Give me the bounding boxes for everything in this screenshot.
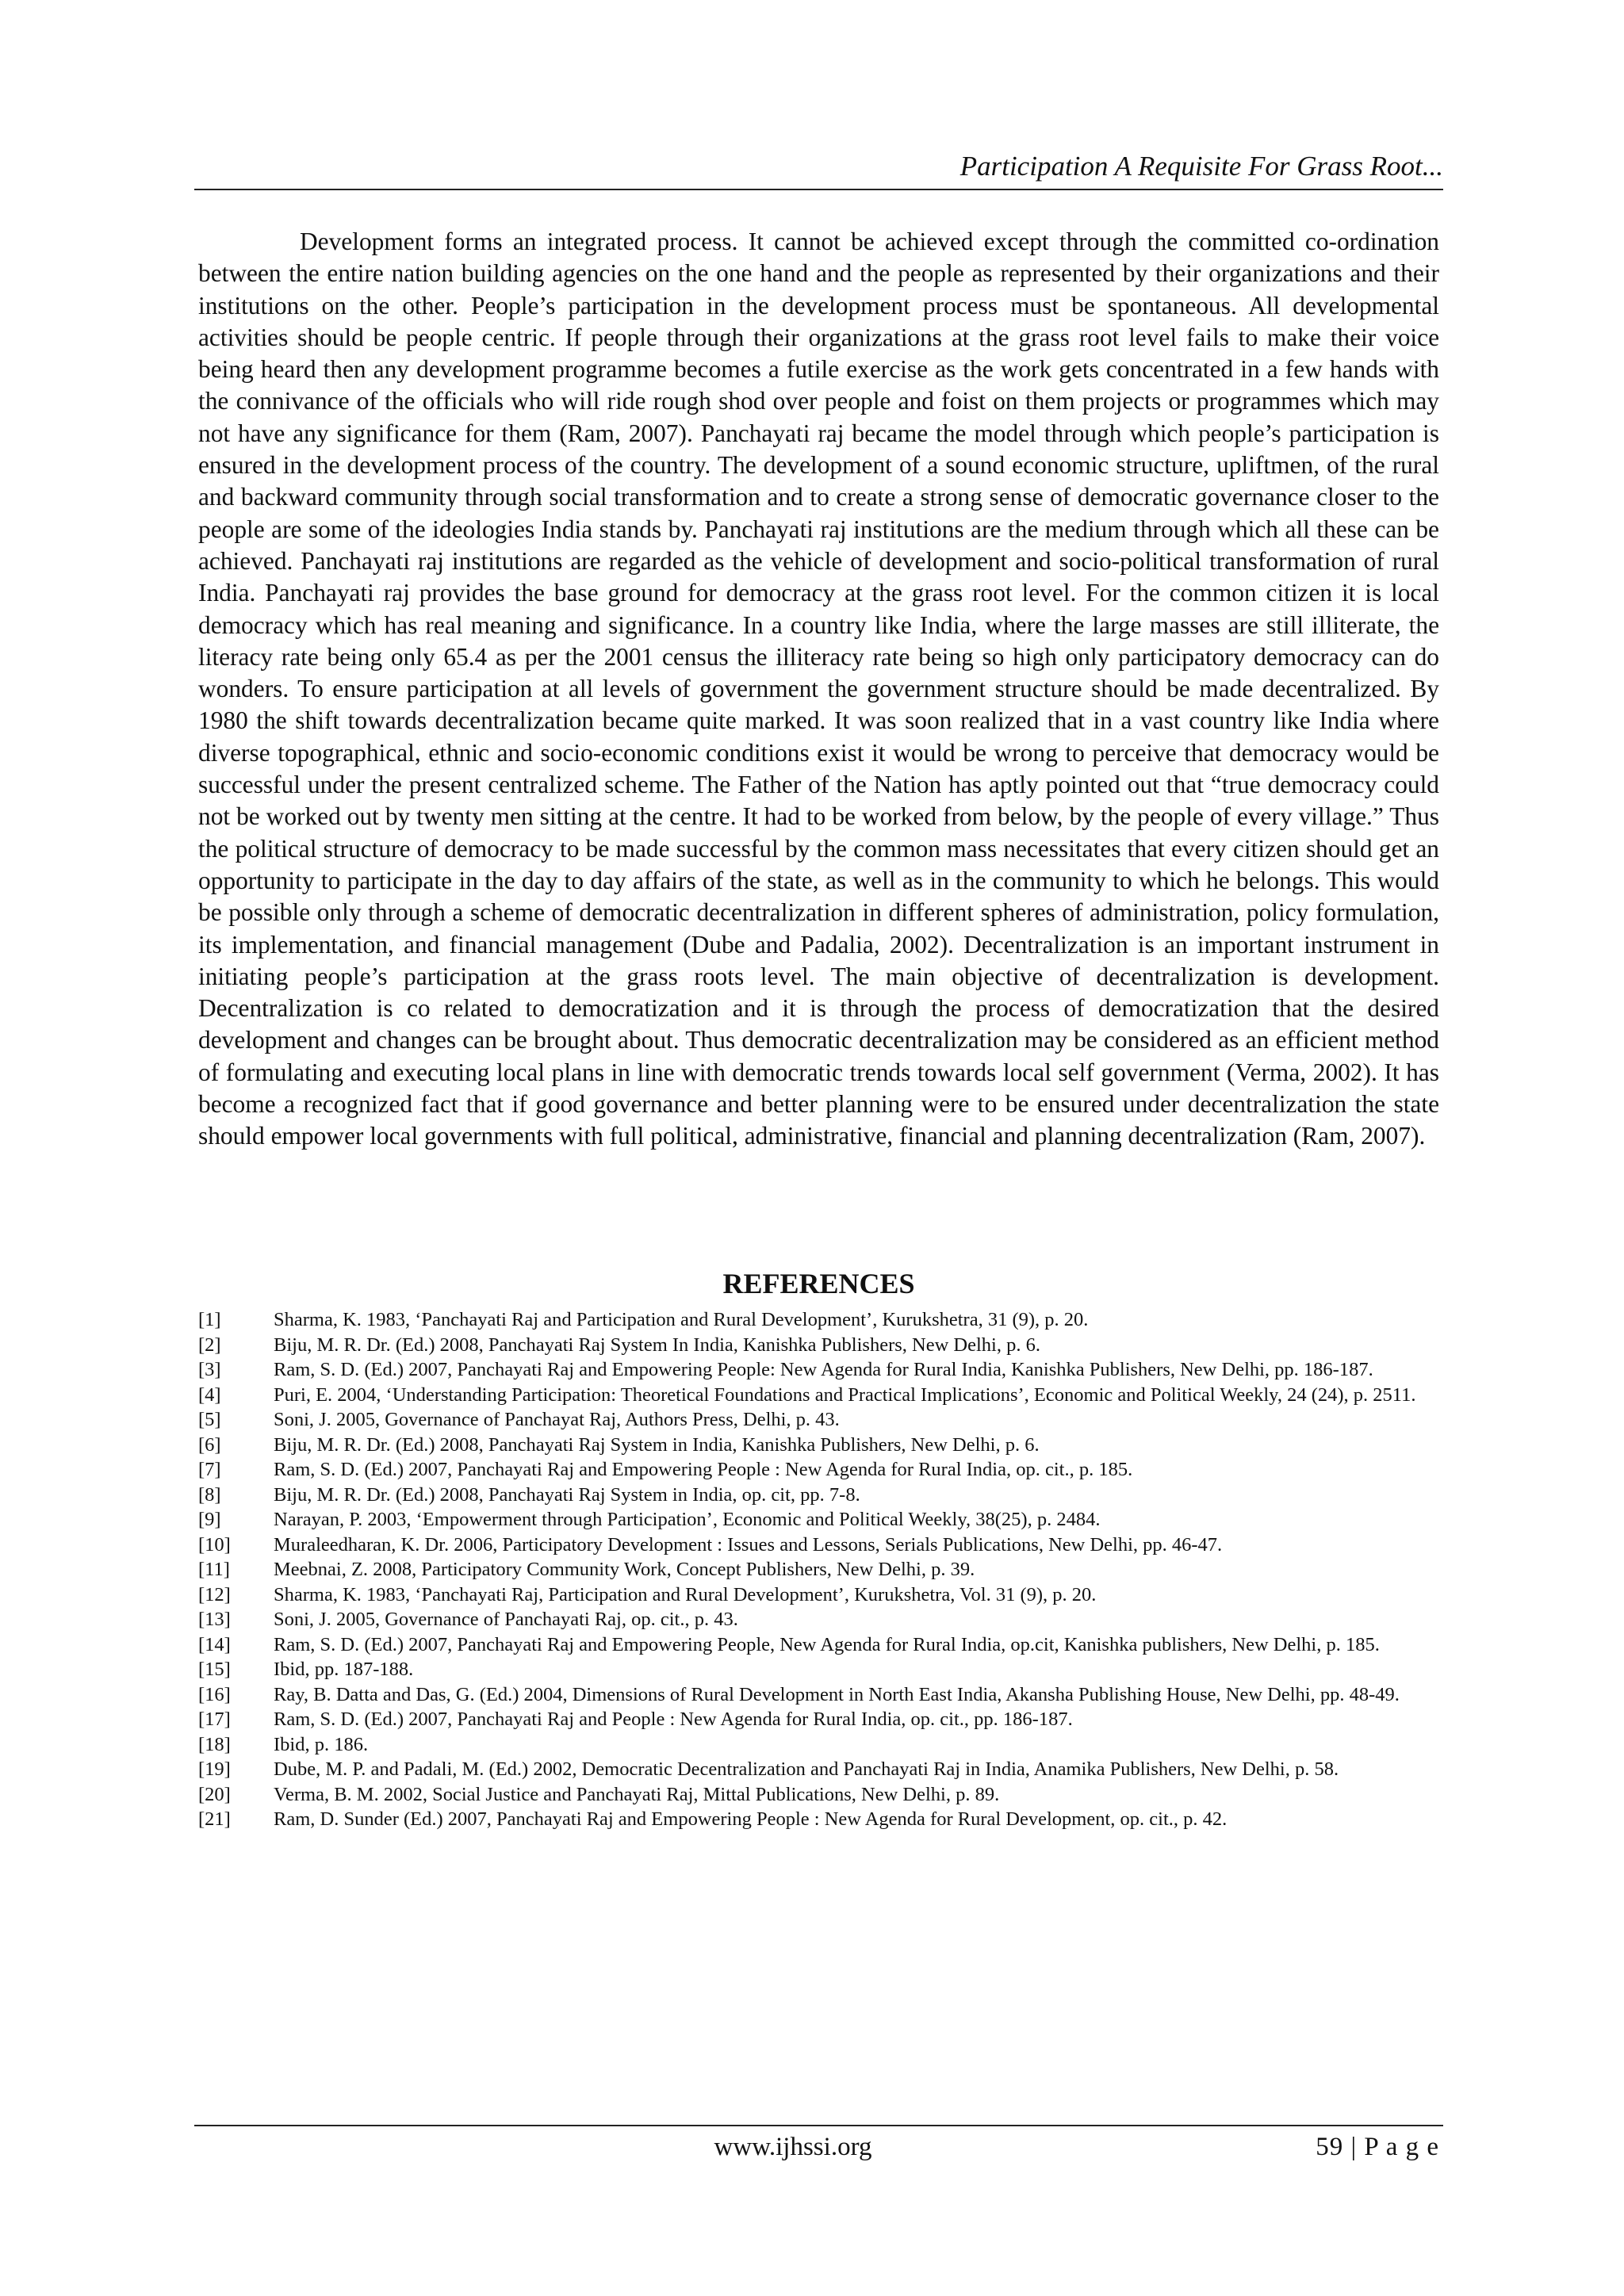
- running-title: Participation A Requisite For Grass Root...: [959, 151, 1443, 182]
- reference-item: [198, 1533, 1439, 1557]
- reference-text: Ray, B. Datta and Das, G. (Ed.) 2004, Dimensions of Rural Development in North East India, Akansha Publishing House, New Delhi, pp. 48-49.: [274, 1683, 1400, 1705]
- reference-item: [198, 1583, 1439, 1607]
- reference-number: [11]: [198, 1559, 230, 1580]
- reference-number: [7]: [198, 1459, 221, 1480]
- running-header: [194, 151, 1443, 190]
- reference-number: [3]: [198, 1359, 221, 1380]
- reference-item: [198, 1433, 1439, 1457]
- reference-text: Ram, D. Sunder (Ed.) 2007, Panchayati Raj and Empowering People : New Agenda for Rural Development, op. cit., p. 42.: [274, 1808, 1228, 1830]
- reference-item: [198, 1733, 1439, 1757]
- reference-item: [198, 1658, 1439, 1682]
- reference-text: Meebnai, Z. 2008, Participatory Community Work, Concept Publishers, New Delhi, p. 39.: [274, 1559, 975, 1580]
- reference-text: Sharma, K. 1983, ‘Panchayati Raj, Participation and Rural Development’, Kurukshetra, Vol. 31 (9), p. 20.: [274, 1583, 1097, 1605]
- reference-number: [4]: [198, 1383, 221, 1406]
- reference-item: [198, 1558, 1439, 1582]
- references-heading: REFERENCES: [722, 1268, 915, 1299]
- reference-number: [6]: [198, 1433, 221, 1456]
- reference-number: [10]: [198, 1533, 231, 1556]
- reference-item: [198, 1308, 1439, 1332]
- reference-number: [19]: [198, 1758, 231, 1780]
- reference-item: [198, 1683, 1439, 1707]
- reference-text: Dube, M. P. and Padali, M. (Ed.) 2002, Democratic Decentralization and Panchayati Raj in India, Anamika Publishers, New Delhi, p. 58.: [274, 1758, 1339, 1780]
- reference-text: Biju, M. R. Dr. (Ed.) 2008, Panchayati Raj System in India, op. cit, pp. 7-8.: [274, 1483, 860, 1506]
- footer-divider: [194, 2125, 1443, 2126]
- reference-number: [5]: [198, 1409, 221, 1430]
- reference-item: [198, 1458, 1439, 1482]
- reference-text: Muraleedharan, K. Dr. 2006, Participatory Development : Issues and Lessons, Serials Publications, New Delhi, pp. 46-47.: [274, 1533, 1223, 1556]
- reference-text: Ibid, pp. 187-188.: [274, 1659, 414, 1680]
- reference-item: [198, 1708, 1439, 1732]
- reference-number: [18]: [198, 1733, 231, 1755]
- footer-page-number: 59 | P a g e: [1316, 2133, 1439, 2161]
- reference-text: Biju, M. R. Dr. (Ed.) 2008, Panchayati Raj System In India, Kanishka Publishers, New Delhi, p. 6.: [274, 1334, 1040, 1356]
- reference-number: [1]: [198, 1309, 221, 1330]
- reference-number: [21]: [198, 1808, 231, 1830]
- reference-text: Soni, J. 2005, Governance of Panchayat Raj, Authors Press, Delhi, p. 43.: [274, 1409, 840, 1430]
- reference-text: Ram, S. D. (Ed.) 2007, Panchayati Raj and People : New Agenda for Rural India, op. cit., pp. 186-187.: [274, 1709, 1073, 1730]
- reference-item: [198, 1608, 1439, 1632]
- body-paragraph: Development forms an integrated process. It cannot be achieved except through the committed co-ordination between the entire nation building agencies on the one hand and the people as represented by their organizations and their institutions on the other. People’s participation in the development process must be spontaneous. All developmental activities should be people centric. If people through their organizations at the grass root level fails to make their voice being heard then any development programme becomes a futile exercise as the work gets concentrated in a few hands with the connivance of the officials who will ride rough shod over people and foist on them projects or programmes which may not have any significance for them (Ram, 2007). Panchayati raj became the model through which people’s participation is ensured in the development process of the country. The development of a sound economic structure, upliftmen, of the rural and backward community through social transformation and to create a strong sense of democratic governance closer to the people are some of the ideologies India stands by. Panchayati raj institutions are the medium through which all these can be achieved. Panchayati raj institutions are regarded as the vehicle of development and socio-political transformation of rural India. Panchayati raj provides the base ground for democracy at the grass root level. For the common citizen it is local democracy which has real meaning and significance. In a country like India, where the large masses are still illiterate, the literacy rate being only 65.4 as per the 2001 census the illiteracy rate being so high only participatory democracy can do wonders. To ensure participation at all levels of government the government structure should be made decentralized. By 1980 the shift towards decentralization became quite marked. It was soon realized that in a vast country like India where diverse topographical, ethnic and socio-economic conditions exist it would be wrong to perceive that democracy would be successful under the present centralized scheme. The Father of the Nation has aptly pointed out that “true democracy could not be worked out by twenty men sitting at the centre. It had to be worked from below, by the people of every village.” Thus the political structure of democracy to be made successful by the common mass necessitates that every citizen should get an opportunity to participate in the day to day affairs of the state, as well as in the community to which he belongs. This would be possible only through a scheme of democratic decentralization in different spheres of administration, policy formulation, its implementation, and financial management (Dube and Padalia, 2002). Decentralization is an important instrument in initiating people’s participation at the grass roots level. The main objective of decentralization is development. Decentralization is co related to democratization and it is through the process of democratization that the desired development and changes can be brought about. Thus democratic decentralization may be considered as an efficient method of formulating and executing local plans in line with democratic trends towards local self government (Verma, 2002). It has become a recognized fact that if good governance and better planning were to be ensured under decentralization the state should empower local governments with full political, administrative, financial and planning decentralization (Ram, 2007).: [198, 228, 1439, 1150]
- reference-text: Ibid, p. 186.: [274, 1733, 369, 1755]
- reference-item: [198, 1358, 1439, 1382]
- reference-text: Ram, S. D. (Ed.) 2007, Panchayati Raj and Empowering People : New Agenda for Rural India, op. cit., p. 185.: [274, 1459, 1133, 1480]
- reference-item: [198, 1334, 1439, 1357]
- references-list: [198, 1308, 1439, 1833]
- reference-item: [198, 1808, 1439, 1831]
- reference-number: [8]: [198, 1483, 221, 1506]
- reference-number: [17]: [198, 1709, 231, 1730]
- reference-text: Puri, E. 2004, ‘Understanding Participation: Theoretical Foundations and Practical Implications’, Economic and Political Weekly, 24 (24), p. 2511.: [274, 1383, 1416, 1406]
- reference-text: Narayan, P. 2003, ‘Empowerment through Participation’, Economic and Political Weekly, 38(25), p. 2484.: [274, 1509, 1101, 1530]
- reference-item: [198, 1383, 1439, 1407]
- reference-text: Biju, M. R. Dr. (Ed.) 2008, Panchayati Raj System in India, Kanishka Publishers, New Delhi, p. 6.: [274, 1433, 1040, 1456]
- reference-number: [15]: [198, 1659, 231, 1680]
- reference-number: [20]: [198, 1783, 231, 1805]
- footer-website: www.ijhssi.org: [714, 2133, 872, 2161]
- reference-number: [14]: [198, 1633, 231, 1655]
- reference-number: [16]: [198, 1683, 231, 1705]
- reference-item: [198, 1483, 1439, 1507]
- reference-item: [198, 1408, 1439, 1432]
- reference-number: [2]: [198, 1334, 221, 1356]
- reference-item: [198, 1758, 1439, 1781]
- reference-item: [198, 1508, 1439, 1532]
- reference-text: Soni, J. 2005, Governance of Panchayati Raj, op. cit., p. 43.: [274, 1609, 738, 1630]
- reference-text: Ram, S. D. (Ed.) 2007, Panchayati Raj and Empowering People: New Agenda for Rural India, Kanishka Publishers, New Delhi, pp. 186-187.: [274, 1359, 1373, 1380]
- reference-number: [9]: [198, 1509, 221, 1530]
- reference-text: Ram, S. D. (Ed.) 2007, Panchayati Raj and Empowering People, New Agenda for Rural India, op.cit, Kanishka publishers, New Delhi, p. 185.: [274, 1633, 1380, 1655]
- reference-number: [12]: [198, 1583, 231, 1605]
- reference-item: [198, 1783, 1439, 1807]
- reference-text: Sharma, K. 1983, ‘Panchayati Raj and Participation and Rural Development’, Kurukshetra, 31 (9), p. 20.: [274, 1309, 1089, 1330]
- reference-text: Verma, B. M. 2002, Social Justice and Panchayati Raj, Mittal Publications, New Delhi, p. 89.: [274, 1783, 1000, 1805]
- reference-item: [198, 1633, 1439, 1657]
- reference-number: [13]: [198, 1609, 231, 1630]
